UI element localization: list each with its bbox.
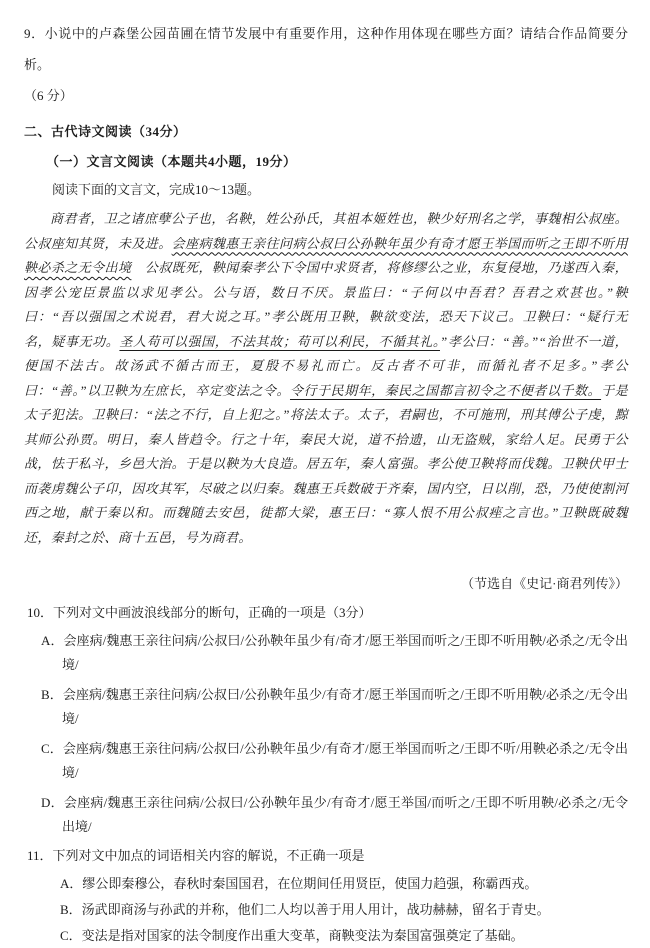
- question-10-stem: 10．下列对文中画波浪线部分的断句，正确的一项是（3分）: [27, 605, 372, 620]
- option-a-text: 会座病/魏惠王亲往问病/公叔曰/公孙鞅年虽少有/奇才/愿王举国而听之/王即不听用鞅/必杀之/无令出境/: [62, 633, 628, 672]
- question-9-score: （6 分）: [24, 88, 73, 103]
- reading-instruction: 阅读下面的文言文，完成10～13题。: [52, 182, 261, 197]
- passage-segment-2: 公叔既死，鞅闻秦孝公下令国中求贤者，将修缪公之业，东复侵地，乃遂西入秦，因孝公宠臣景监以求见孝公。公与语，数日不厌。景监曰：“子何以中吾君？吾君之欢甚也。”鞅曰：“吾以强国之术说君，君大说之耳。”孝公既用卫鞅，鞅欲变法，恐天下议己。卫鞅曰：“疑行无名，疑事无功。: [24, 260, 628, 349]
- option-b-text: 会座病/魏惠王亲往问病/公叔曰/公孙鞅年虽少/有奇才/愿王举国而听之/王即不听用鞅/必杀之/无令出境/: [62, 687, 628, 726]
- section-heading: 二、古代诗文阅读（34分）: [24, 124, 187, 139]
- question-11-stem: 11．下列对文中加点的词语相关内容的解说，不正确一项是: [27, 848, 365, 863]
- question-10-option-b: [24, 683, 628, 731]
- option-d-text: 会座病/魏惠王亲往问病/公叔曰/公孙鞅年虽少/有奇才/愿王举国/而听之/王即不听用鞅/必杀之/无令出境/: [62, 795, 628, 834]
- question-9-text: 9．小说中的卢森堡公园苗圃在情节发展中有重要作用，这种作用体现在哪些方面？请结合作品简要分析。: [24, 26, 628, 72]
- option-c-text: 会座病/魏惠王亲往问病/公叔曰/公孙鞅年虽少/有奇才/愿王举国而听之/王即不听/用鞅必杀之/无令出境/: [62, 741, 628, 780]
- passage-segment-4: 于是太子犯法。卫鞅曰：“法之不行，自上犯之。”将法太子。太子，君嗣也，不可施刑，刑其傅公子虔，黥其师公孙贾。明日，秦人皆趋令。行之十年，秦民大说，道不拾遗，山无盗贼，家给人足。民勇于公战，怯于私斗，乡邑大治。于是以鞅为大良造。居五年，秦人富强。孝公使卫鞅将而伐魏。卫鞅伏甲士而袭虏魏公子卬，因攻其军，尽破之以归秦。魏惠王兵数破于齐秦，国内空，日以削，恐，乃使使割河西之地，献于秦以和。而魏随去安邑，徙都大梁，惠王曰：“寡人恨不用公叔痤之言也。”卫鞅既破魏还，秦封之於、商十五邑，号为商君。: [24, 382, 628, 545]
- passage-segment-1: 商君者，卫之诸庶孽公子也，名鞅，姓公孙氏，其祖本姬姓也，鞅少好刑名之学，事魏相公叔座。公叔座知其贤，未及进。: [24, 211, 628, 251]
- passage-segment-3: ”孝公曰：“善。”“治世不一道，便国不法古。故汤武不循古而王，夏殷不易礼而亡。反古者不可非，而循礼者不足多。”孝公曰：“善。”以卫鞅为左庶长，卒定变法之令。: [24, 333, 628, 398]
- passage-underline-segment-2: 令行于民期年，秦民之国都言初令之不便者以千数。: [289, 382, 602, 398]
- question-11-option-c: [24, 923, 628, 948]
- passage-underline-segment-1: 圣人苟可以强国，不法其故；苟可以利民，不循其礼。: [119, 333, 440, 349]
- option-c-text: 变法是指对国家的法令制度作出重大变革，商鞅变法为秦国富强奠定了基础。: [81, 928, 524, 943]
- question-10-option-a: [24, 629, 628, 677]
- option-c-label: C．: [41, 741, 63, 756]
- option-b-label: B．: [41, 687, 63, 702]
- subsection-heading: （一）文言文阅读（本题共4小题，19分）: [46, 154, 297, 169]
- question-10-option-d: [24, 791, 628, 839]
- passage-source: （节选自《史记·商君列传》）: [461, 576, 628, 591]
- question-11-option-a: [24, 871, 628, 896]
- question-11-option-b: [24, 897, 628, 922]
- passage-wavy-underline-segment: 会座病魏惠王亲往问病公叔曰公孙鞅年虽少有奇才愿王举国而听之王即不听用鞅必杀之无令出境: [24, 235, 628, 275]
- question-10-option-c: [24, 737, 628, 785]
- option-c-label: C．: [60, 928, 82, 943]
- option-a-text: 缪公即秦穆公，春秋时秦国国君，在位期间任用贤臣，使国力趋强，称霸西戎。: [82, 876, 538, 891]
- option-d-label: D．: [41, 795, 64, 810]
- option-b-text: 汤武即商汤与孙武的并称，他们二人均以善于用人用计，战功赫赫，留名于青史。: [81, 902, 550, 917]
- classical-passage: [24, 207, 628, 550]
- option-a-label: A．: [60, 876, 83, 891]
- option-a-label: A．: [41, 633, 64, 648]
- question-10-options: [24, 629, 628, 839]
- question-11-options: [24, 871, 628, 948]
- option-b-label: B．: [60, 902, 82, 917]
